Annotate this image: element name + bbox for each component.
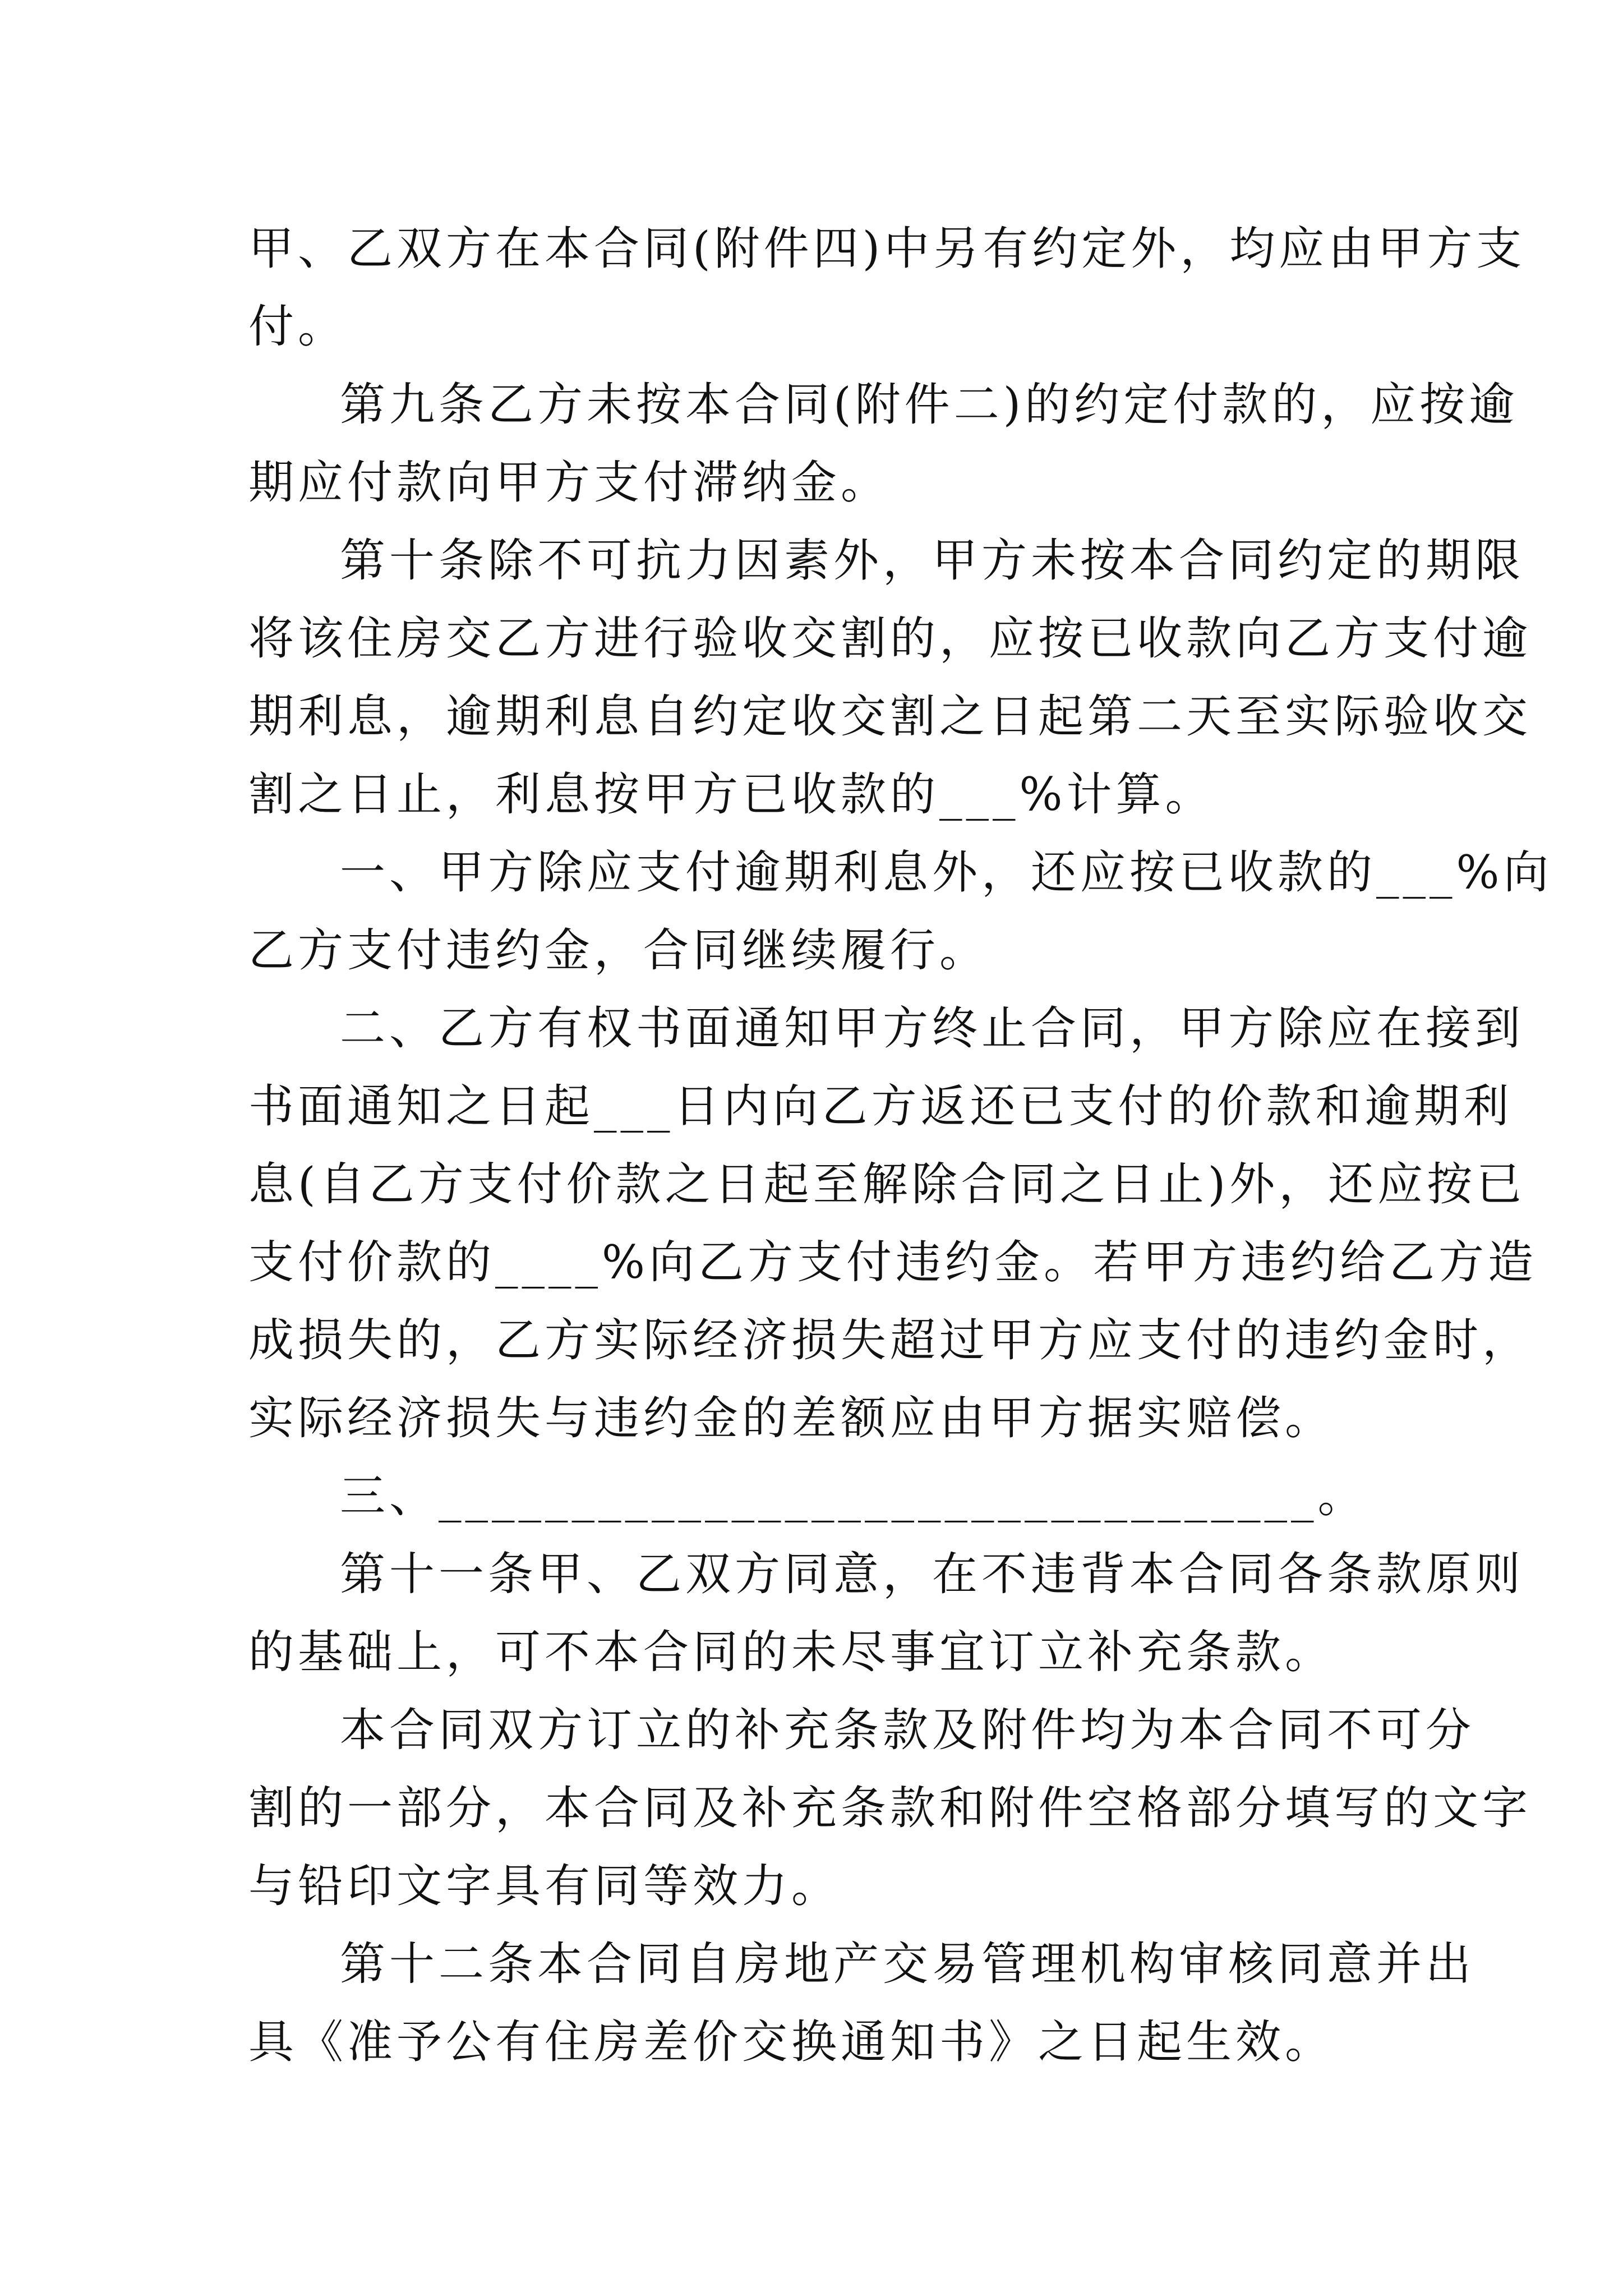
clause-2-line: 二、乙方有权书面通知甲方终止合同，甲方除应在接到 <box>340 1002 1525 1055</box>
text-line: 将该住房交乙方进行验收交割的，应按已收款向乙方支付逾 <box>248 613 1532 665</box>
clause-1-line: 一、甲方除应支付逾期利息外，还应按已收款的___%向 <box>340 846 1553 899</box>
text-line: 期利息，逾期利息自约定收交割之日起第二天至实际验收交 <box>248 691 1532 743</box>
text-line: 割的一部分，本合同及补充条款和附件空格部分填写的文字 <box>248 1782 1532 1835</box>
text-line: 书面通知之日起___日内向乙方返还已支付的价款和逾期利 <box>248 1080 1513 1133</box>
text-line: 期应付款向甲方支付滞纳金。 <box>248 457 891 509</box>
text-line: 与铅印文字具有同等效力。 <box>248 1860 841 1913</box>
text-line: 乙方支付违约金，合同继续履行。 <box>248 924 989 977</box>
clause-3-line: 三、_________________________________。 <box>340 1470 1367 1523</box>
text-line: 付。 <box>248 301 348 353</box>
supplement-paragraph-line: 本合同双方订立的补充条款及附件均为本合同不可分 <box>340 1704 1476 1757</box>
text-line: 息(自乙方支付价款之日起至解除合同之日止)外，还应按已 <box>248 1158 1526 1211</box>
article-12-line: 第十二条本合同自房地产交易管理机构审核同意并出 <box>340 1938 1476 1991</box>
text-line: 甲、乙双方在本合同(附件四)中另有约定外，均应由甲方支 <box>248 223 1526 275</box>
text-line: 的基础上，可不本合同的未尽事宜订立补充条款。 <box>248 1626 1335 1679</box>
document-text <box>248 210 1553 2082</box>
text-line: 成损失的，乙方实际经济损失超过甲方应支付的违约金时， <box>248 1314 1532 1367</box>
article-10-line: 第十条除不可抗力因素外，甲方未按本合同约定的期限 <box>340 535 1525 587</box>
text-line: 支付价款的____%向乙方支付违约金。若甲方违约给乙方造 <box>248 1236 1537 1289</box>
text-line: 具《准予公有住房差价交换通知书》之日起生效。 <box>248 2016 1335 2069</box>
text-line: 实际经济损失与违约金的差额应由甲方据实赔偿。 <box>248 1392 1335 1445</box>
article-11-line: 第十一条甲、乙双方同意，在不违背本合同各条款原则 <box>340 1548 1525 1601</box>
article-9-line: 第九条乙方未按本合同(附件二)的约定付款的，应按逾 <box>340 379 1519 431</box>
text-line: 割之日止，利息按甲方已收款的___%计算。 <box>248 769 1215 821</box>
